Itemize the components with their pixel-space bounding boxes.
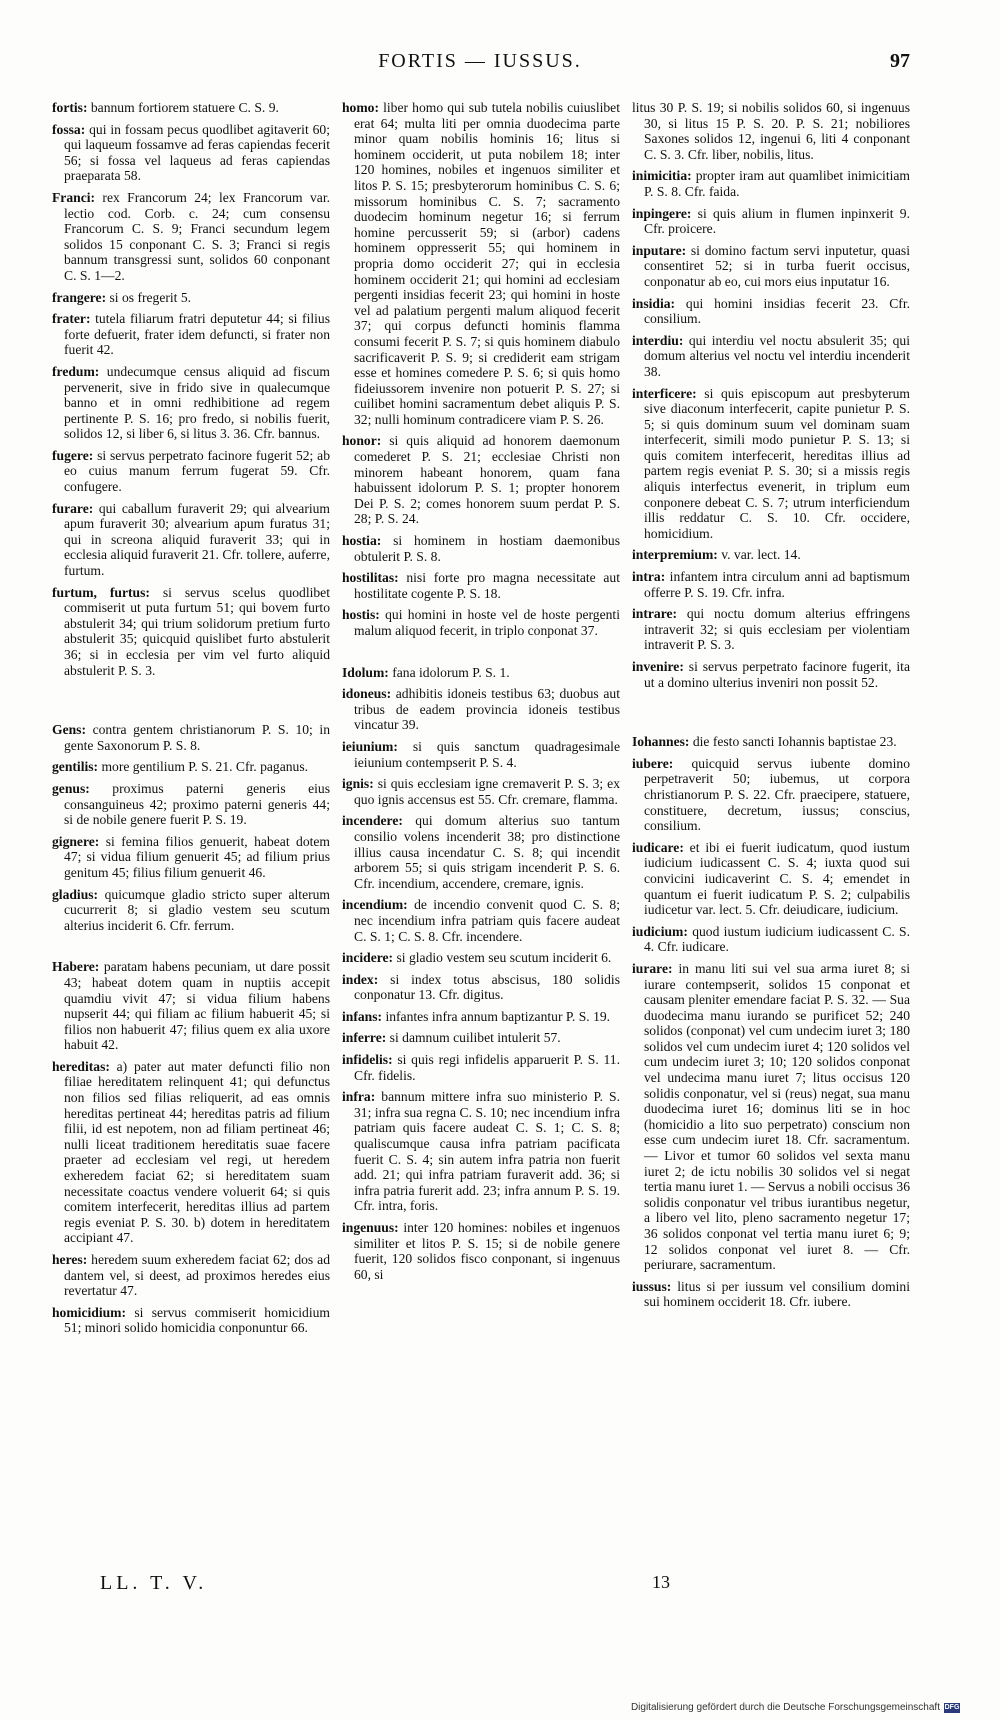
entry-headword: Idolum: — [342, 664, 389, 680]
entry-headword: interficere: — [632, 385, 697, 401]
entry-text: si servus commiserit homicidium 51; minori solido homicidia conponuntur 66. — [64, 1304, 330, 1336]
entry-text: qui interdiu vel noctu absulerit 35; qui domum alterius vel noctu vel interdiu incenderit 38. — [644, 332, 910, 379]
index-entry — [342, 1220, 620, 1282]
entry-text: si domino factum servi inputetur, quasi consentiret 52; si in turba fuerit occisus, conponatur ab eo, cui mors eius inputatur 16. — [644, 242, 910, 289]
entry-headword: Iohannes: — [632, 734, 690, 750]
digitization-text: Digitalisierung gefördert durch die Deutsche Forschungsgemeinschaft — [630, 1702, 940, 1713]
index-entry — [52, 448, 330, 495]
index-entry — [342, 607, 620, 638]
index-columns — [52, 100, 910, 1560]
entry-headword: honor: — [342, 433, 382, 449]
entry-text: si gladio vestem seu scutum inciderit 6. — [393, 950, 612, 966]
column-middle — [342, 100, 620, 1560]
entry-headword: frater: — [52, 311, 91, 327]
entry-text: litus si per iussum vel consilium domini sui hominem occiderit 18. Cfr. iubere. — [644, 1278, 910, 1310]
entry-text: quicquid servus iubente domino perpetraverit 50; iubemus, ut corpora christianorum P. S. 22. Cfr. praecipere, statuere, constituere, decretum, iussus; conscius, consilium. — [644, 755, 910, 834]
index-entry — [632, 1279, 910, 1310]
entry-headword: intra: — [632, 569, 666, 585]
index-entry — [342, 897, 620, 944]
entry-headword: inimicitia: — [632, 168, 692, 184]
index-entry — [632, 840, 910, 918]
index-entry — [632, 734, 910, 750]
entry-headword: Gens: — [52, 722, 86, 738]
index-entry — [632, 168, 910, 199]
digitization-notice — [631, 1702, 960, 1713]
entry-headword: infidelis: — [342, 1052, 393, 1068]
index-entry — [52, 190, 330, 284]
entry-headword: inferre: — [342, 1030, 387, 1046]
entry-text: si os fregerit 5. — [106, 289, 192, 305]
column-right — [632, 100, 910, 1560]
entry-text: proximus paterni generis eius consanguineus 42; proximo paterni generis 44; si de nobile genere fuerit P. S. 19. — [64, 780, 330, 828]
index-entry — [342, 100, 620, 427]
entry-text: rex Francorum 24; lex Francorum var. lectio cod. Corb. c. 24; cum consensu Francorum C. S. 9; Franci secundum legem solidos 15 conponant C. S. 3; Franci si regis bannum transgressi sunt, solidos 60 conponant C. S. 1—2. — [64, 189, 330, 283]
index-entry — [52, 364, 330, 442]
index-entry — [52, 959, 330, 1053]
entry-headword: ieiunium: — [342, 738, 398, 754]
entry-headword: incendium: — [342, 897, 408, 913]
entry-headword: hereditas: — [52, 1058, 110, 1074]
entry-headword: infans: — [342, 1008, 383, 1024]
entry-text: adhibitis idoneis testibus 63; duobus aut tribus de eadem provincia idoneis testibus vincatur 39. — [354, 686, 620, 733]
index-entry — [632, 547, 910, 563]
entry-headword: iudicium: — [632, 923, 688, 939]
index-entry — [342, 665, 620, 681]
entry-headword: hostilitas: — [342, 570, 399, 586]
entry-text: inter 120 homines: nobiles et ingenuos similiter et litos P. S. 15; si de nobile genere fuerit, 120 solidos fisco conponant, si ingenuus 60, si — [354, 1220, 620, 1282]
index-entry — [342, 1030, 620, 1046]
entry-text: si quis alium in flumen inpinxerit 9. Cfr. proicere. — [644, 205, 910, 237]
entry-headword: fossa: — [52, 121, 86, 137]
entry-text: si quis regi infidelis apparuerit P. S. 11. Cfr. fidelis. — [354, 1052, 620, 1083]
entry-text: tutela filiarum fratri deputetur 44; si filius forte defuerit, frater idem defuncti, si frater non fuerit 42. — [64, 311, 330, 358]
entry-text: quicumque gladio stricto super alterum cucurrerit 8; si gladio vestem seu scutum alterius inciderit 6. Cfr. ferrum. — [64, 886, 330, 933]
index-entry — [632, 961, 910, 1273]
entry-text: quod iustum iudicium iudicassent C. S. 4. Cfr. iudicare. — [644, 923, 910, 955]
index-entry — [632, 569, 910, 600]
index-entry — [342, 1052, 620, 1083]
index-entry — [52, 100, 330, 116]
entry-headword: ingenuus: — [342, 1220, 399, 1235]
entry-text: si servus scelus quodlibet commiserit ut puta furtum 51; qui bovem furto abstulerit 34; qui trium solidorum pretium furto abstulerit 35; quicquid quislibet furto abstulerit 36; si in ecclesia per vim vel furto aliquid abstulerit P. S. 3. — [64, 584, 330, 678]
index-entry — [52, 781, 330, 828]
signature-mark: LL. T. V. — [100, 1572, 208, 1594]
entry-text: in manu liti sui vel sua arma iuret 8; si iurare contempserit, solidos 15 conponat et causam pleniter emendare faciat P. S. 32. — Sua duodecima manu iurando se purificet 52; 240 solidos (conponat) vel cum undecim iuret 3; 180 solidos vel cum undecim iuret 4; 120 solidos vel cum undecim iuret 3; 10; 120 solidos conponat vel undecima manu iuret 7; litus occisus 120 solidis conponatur, vel si (reus) negat, sua manu duodecima iuret 16; dominus liti se in hoc (homicidio a lito suo perpetrato) conscium non esse cum undecim iuret 18. Cfr. sacramentum. — Livor et tumor 60 solidos vel sexta manu iuret 2; de ictu nobilis 30 solidos vel si negat tertia manu iuret 1. — Servus a nobili occisus 36 solidis conponatur vel tribus iurantibus negetur, a libero vel lito, pleno sacramento negetur 17; 36 solidos conponat vel tertia manu iuret 6; 9; 12 solidos conponat vel iuret 8. — Cfr. periurare, sacramentum. — [644, 960, 910, 1273]
entry-headword: iussus: — [632, 1278, 672, 1294]
entry-text: v. var. lect. 14. — [717, 547, 801, 563]
entry-headword: inputare: — [632, 242, 687, 258]
entry-headword: ignis: — [342, 776, 374, 792]
index-entry — [52, 722, 330, 753]
entry-text: qui caballum furaverit 29; qui alvearium apum furaverit 30; alvearium apum furatus 31; qui in screona aliquid furaverit 33; qui in ecclesia aliquid furaverit 21. Cfr. tollere, auferre, furtum. — [64, 500, 330, 579]
index-entry — [342, 950, 620, 966]
entry-headword: heres: — [52, 1252, 88, 1267]
entry-headword: Franci: — [52, 189, 96, 205]
entry-text: si damnum cuilibet intulerit 57. — [386, 1030, 561, 1046]
entry-text: qui homini in hoste vel de hoste pergenti malum aliquod fecerit, in triplo conponat 37. — [354, 607, 620, 638]
entry-headword: homicidium: — [52, 1304, 127, 1320]
index-entry — [52, 1252, 330, 1299]
entry-text: litus 30 P. S. 19; si nobilis solidos 60, si ingenuus 30, si litus 15 P. S. 20. P. S. 21; nobiliores Saxones solidos 12, ingenui 6, liti 4 conponant C. S. 3. Cfr. liber, nobilis, litus. — [632, 100, 910, 162]
entry-headword: fredum: — [52, 363, 100, 379]
running-title: FORTIS — IUSSUS. — [378, 50, 582, 72]
entry-text: die festo sancti Iohannis baptistae 23. — [689, 734, 897, 750]
entry-text: si quis episcopum aut presbyterum sive diaconum interfecerit, capite punietur P. S. 5; si quis dominum suum vel dominam suam interfecerit, simili modo punietur P. S. 13; si quis comitem interfecerit, hereditas illius ad partem regis eveniat P. S. 30; si a missis regis aliquis interfectus evenerit, in triplum eum conponere debeat C. S. 7; utrum interficiendum illis reddatur C. S. 10. Cfr. occidere, homicidium. — [644, 385, 910, 541]
entry-headword: insidia: — [632, 295, 676, 311]
index-entry — [52, 887, 330, 934]
index-entry — [632, 100, 910, 162]
entry-text: infantem intra circulum anni ad baptismum offerre P. S. 19. Cfr. infra. — [644, 569, 910, 600]
entry-headword: iudicare: — [632, 839, 684, 855]
entry-text: si hominem in hostiam daemonibus obtulerit P. S. 8. — [354, 533, 620, 564]
entry-text: si quis ecclesiam igne cremaverit P. S. 3; ex quo ignis accensus est 55. Cfr. cremare, flamma. — [354, 776, 620, 807]
entry-text: qui homini insidias fecerit 23. Cfr. consilium. — [644, 295, 910, 327]
index-entry — [632, 206, 910, 237]
entry-text: si quis aliquid ad honorem daemonum comederet P. S. 21; ecclesiae Christi non minorem habeant honorem, quam fana habuissent idolorum P. S. 1; propter honorem Dei P. S. 2; comes honorem suum perdat P. S. 28; P. S. 24. — [354, 433, 620, 527]
entry-headword: homo: — [342, 100, 380, 115]
index-entry — [52, 759, 330, 775]
index-entry — [52, 834, 330, 881]
entry-headword: fugere: — [52, 447, 94, 463]
entry-text: fana idolorum P. S. 1. — [388, 664, 510, 680]
index-entry — [632, 333, 910, 380]
section-gap — [632, 696, 910, 734]
entry-text: qui domum alterius suo tantum consilio volens incenderit 38; pro distinctione illius causa incendatur C. S. 8; qui incendit arborem 55; si quis strigam incenderit P. S. 6. Cfr. incendium, accendere, cremare, ignis. — [354, 813, 620, 891]
entry-text: a) pater aut mater defuncti filio non filiae hereditatem relinquent 41; qui defunctus non filios sed filias reliquerit, ad eas omnis hereditas pertineat 44; hereditas patris ad filium filii, id est nepotem, non ad filiam pertineat 46; nulli liceat traditionem hereditatis suae facere praeter ad ecclesiam vel regi, ut heredem exheredem faciat 62; si hereditatem suam necessitate coactus vendere voluerit 64; si quis comitem interfecerit, hereditas illius ad partem regis eveniat P. S. 30. b) dotem in hereditatem accipiant 47. — [64, 1058, 330, 1246]
entry-headword: furtum, furtus: — [52, 584, 150, 600]
entry-text: liber homo qui sub tutela nobilis cuiuslibet erat 64; multa liti per omnia duodecima parte minor quam nobilis hominis 16; litus si hominem occiderit, ut puta nobilem 18; inter 120 homines, nobiles et ingenuos similiter et litos P. S. 15; presbyterorum hominibus C. S. 6; missorum hominibus C. S. 7; sacramento duodecim hominum negetur 16; si ferrum homine percusserit 59; si (arbor) cadens hominem oppresserit 55; qui hominem in propria domo occiderit 27; qui in ecclesia hominem occiderit 21; qui homini ad ecclesiam pergenti insidias fecerit 23; qui homini in hoste vel ad palatium pergenti malum aliquod fecerit 37; qui corpus defuncti hominis flamma consumi fecerit P. S. 7; si quis hominem diabulo sacrificaverit P. S. 9; si crediderit eam strigam esse et homines comedere P. S. 6; si quis homo fideiussorem invenire non potuerit P. S. 27; si cuilibet homini sacramentum debet aliquis P. S. 32; nulli hominum contradicere viam P. S. 26. — [354, 100, 620, 427]
index-entry — [342, 1089, 620, 1214]
index-entry — [342, 533, 620, 564]
entry-text: heredem suum exheredem faciat 62; dos ad dantem vel, si deest, ad proximos heredes eius revertatur 47. — [64, 1252, 330, 1299]
entry-headword: invenire: — [632, 659, 684, 674]
entry-text: infantes infra annum baptizantur P. S. 19. — [382, 1008, 611, 1024]
dfg-logo-icon: DFG — [944, 1703, 960, 1711]
entry-headword: incendere: — [342, 813, 403, 829]
index-entry — [342, 813, 620, 891]
entry-text: paratam habens pecuniam, ut dare possit 43; habeat dotem quam in nuptiis accepit quamdiu vivit 47; si vidua filium habens nupserit 44; qui filiam ac filium habuerit 45; si filios non habuerit 47; filius quem ex alia uxore habuit 42. — [64, 959, 330, 1053]
entry-text: qui in fossam pecus quodlibet agitaverit 60; qui laqueum fossamve ad feras capiendas fecerit 56; si fossa vel laqueus ad feras capiendas praeparata 58. — [64, 121, 330, 184]
entry-text: qui noctu domum alterius effringens intraverit 32; si quis ecclesiam per violentiam intraverit P. S. 3. — [644, 606, 910, 653]
index-entry — [632, 659, 910, 690]
entry-headword: gladius: — [52, 886, 99, 902]
index-entry — [52, 585, 330, 679]
entry-text: bannum mittere infra suo ministerio P. S. 31; infra sua regna C. S. 10; nec incendium infra patriam quis facere audeat C. S. 1; C. S. 8; qualiscumque causa infra patriam pacificata fuerit C. S. 4; sin autem infra patria non fuerit add. 21; qui infra patriam furaverit add. 36; si infra patria furerit add. 23; infra annum P. S. 19. Cfr. intra, foris. — [354, 1089, 620, 1214]
entry-headword: index: — [342, 971, 379, 987]
entry-headword: hostis: — [342, 607, 380, 623]
entry-text: si quis sanctum quadragesimale ieiunium contempserit P. S. 4. — [354, 738, 620, 770]
index-entry — [632, 606, 910, 653]
index-entry — [342, 1009, 620, 1025]
entry-text: si index totus abscisus, 180 solidis conponatur 13. Cfr. digitus. — [354, 971, 620, 1003]
index-entry — [52, 122, 330, 184]
entry-text: undecumque census aliquid ad fiscum pervenerit, sive in frido sive in qualecumque banno et in omni redhibitione ad regem pertinente P. S. 16; pro fredo, si nobilis fuerit, solidos 12, si liber 6, si litus 3. 36. Cfr. bannus. — [64, 363, 330, 442]
index-entry — [52, 311, 330, 358]
sheet-number: 13 — [652, 1572, 670, 1592]
entry-headword: intrare: — [632, 606, 678, 622]
index-entry — [52, 1305, 330, 1336]
entry-headword: iubere: — [632, 755, 674, 771]
index-entry — [342, 433, 620, 527]
entry-text: more gentilium P. S. 21. Cfr. paganus. — [98, 759, 309, 775]
entry-headword: incidere: — [342, 950, 394, 966]
index-entry — [342, 686, 620, 733]
index-entry — [632, 243, 910, 290]
entry-headword: frangere: — [52, 289, 107, 305]
index-entry — [632, 386, 910, 542]
section-gap — [52, 684, 330, 722]
entry-headword: genus: — [52, 780, 90, 796]
entry-headword: fortis: — [52, 100, 88, 115]
entry-text: bannum fortiorem statuere C. S. 9. — [87, 100, 279, 115]
entry-headword: Habere: — [52, 959, 100, 975]
index-entry — [52, 501, 330, 579]
entry-headword: furare: — [52, 500, 94, 516]
index-entry — [342, 776, 620, 807]
index-entry — [632, 756, 910, 834]
index-entry — [52, 1059, 330, 1246]
entry-text: et ibi ei fuerit iudicatum, quod iustum iudicium iudicassent C. S. 4; iuxta quod sui convicini iudicaverint C. S. 4; emendet in quantum ei fuerit iudicatum P. S. 2; culpabilis iudicetur var. lect. 5. Cfr. deiudicare, iudicium. — [644, 839, 910, 918]
entry-headword: interpremium: — [632, 547, 718, 563]
section-gap — [52, 939, 330, 959]
page-number: 97 — [890, 50, 910, 72]
index-entry — [342, 972, 620, 1003]
entry-headword: idoneus: — [342, 686, 392, 702]
entry-text: si femina filios genuerit, habeat dotem 47; si vidua filium genuerit 45; ad filium prius genitum 45; filius filium genuerit 46. — [64, 833, 330, 880]
index-entry — [632, 924, 910, 955]
index-entry — [342, 739, 620, 770]
page-header — [50, 50, 910, 80]
entry-text: nisi forte pro magna necessitate aut hostilitate cogente P. S. 18. — [354, 570, 620, 601]
entry-text: si servus perpetrato facinore fugerit 52; ab eo cuius manum ferrum fugerat 59. Cfr. confugere. — [64, 447, 330, 495]
index-entry — [342, 570, 620, 601]
entry-headword: hostia: — [342, 533, 382, 549]
entry-headword: interdiu: — [632, 332, 684, 348]
index-entry — [632, 296, 910, 327]
entry-headword: infra: — [342, 1089, 376, 1105]
entry-text: si servus perpetrato facinore fugerit, ita ut a domino ulterius inveniri non possit 52. — [644, 659, 910, 690]
entry-text: de incendio convenit quod C. S. 8; nec incendium infra patriam quis facere audeat C. S. 1; C. S. 8. Cfr. incendere. — [354, 897, 620, 944]
entry-text: propter iram aut quamlibet inimicitiam P. S. 8. Cfr. faida. — [644, 168, 910, 199]
entry-headword: iurare: — [632, 960, 673, 976]
entry-headword: gignere: — [52, 833, 100, 849]
section-gap — [342, 645, 620, 665]
entry-headword: gentilis: — [52, 759, 99, 775]
entry-headword: inpingere: — [632, 205, 692, 221]
index-entry — [52, 290, 330, 306]
entry-text: contra gentem christianorum P. S. 10; in gente Saxonorum P. S. 8. — [64, 722, 330, 753]
column-left — [52, 100, 330, 1560]
